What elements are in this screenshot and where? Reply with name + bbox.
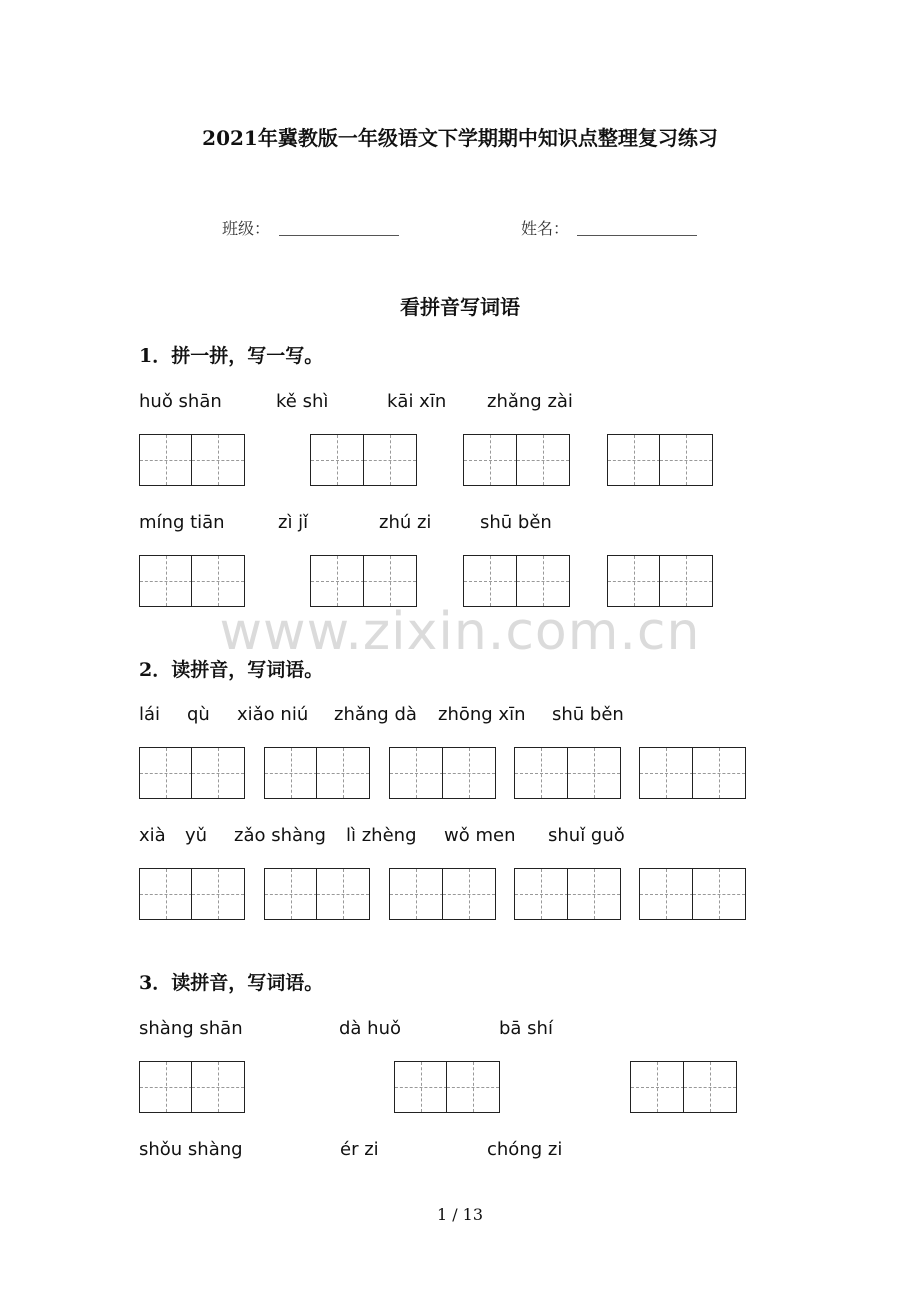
question-1-title: 1．拼一拼，写一写。: [139, 345, 324, 367]
pinyin-item: shū běn: [552, 704, 624, 725]
writing-grid[interactable]: [463, 555, 570, 607]
pinyin-item: xiǎo niú: [237, 704, 309, 725]
name-label: 姓名：: [521, 219, 570, 238]
page-number: 1 / 13: [436, 1205, 484, 1224]
pinyin-item: chóng zi: [487, 1139, 563, 1160]
writing-grid[interactable]: [463, 434, 570, 486]
pinyin-item: dà huǒ: [339, 1018, 402, 1039]
pinyin-item: kě shì: [276, 391, 329, 412]
pinyin-item: yǔ: [185, 825, 208, 846]
pinyin-item: zhú zi: [379, 512, 432, 533]
pinyin-item: kāi xīn: [387, 391, 447, 412]
pinyin-item: ér zi: [340, 1139, 379, 1160]
pinyin-item: míng tiān: [139, 512, 225, 533]
pinyin-item: xià: [139, 825, 166, 846]
class-label: 班级：: [222, 219, 271, 238]
writing-grid[interactable]: [630, 1061, 737, 1113]
pinyin-item: shū běn: [480, 512, 552, 533]
writing-grid[interactable]: [639, 747, 746, 799]
pinyin-item: lì zhèng: [346, 825, 417, 846]
writing-grid[interactable]: [139, 434, 245, 486]
pinyin-item: zǎo shàng: [234, 825, 326, 846]
writing-grid[interactable]: [264, 868, 370, 920]
pinyin-item: qù: [187, 704, 210, 725]
page-title: 2021年冀教版一年级语文下学期期中知识点整理复习练习: [202, 126, 718, 150]
section-title: 看拼音写词语: [400, 295, 520, 319]
writing-grid[interactable]: [514, 868, 621, 920]
pinyin-item: zhōng xīn: [438, 704, 526, 725]
pinyin-item: zhǎng zài: [487, 391, 573, 412]
pinyin-item: huǒ shān: [139, 391, 222, 412]
pinyin-item: zhǎng dà: [334, 704, 417, 725]
writing-grid[interactable]: [514, 747, 621, 799]
writing-grid[interactable]: [139, 868, 245, 920]
pinyin-item: bā shí: [499, 1018, 553, 1039]
writing-grid[interactable]: [264, 747, 370, 799]
writing-grid[interactable]: [310, 555, 417, 607]
writing-grid[interactable]: [607, 555, 713, 607]
pinyin-item: zì jǐ: [278, 512, 309, 533]
pinyin-item: shàng shān: [139, 1018, 243, 1039]
writing-grid[interactable]: [389, 868, 496, 920]
question-2-title: 2．读拼音，写词语。: [139, 659, 324, 681]
pinyin-item: shǒu shàng: [139, 1139, 243, 1160]
writing-grid[interactable]: [607, 434, 713, 486]
pinyin-item: shuǐ guǒ: [548, 825, 625, 846]
pinyin-item: wǒ men: [444, 825, 516, 846]
writing-grid[interactable]: [139, 1061, 245, 1113]
name-field[interactable]: [577, 215, 697, 236]
writing-grid[interactable]: [639, 868, 746, 920]
class-field[interactable]: [279, 215, 399, 236]
writing-grid[interactable]: [139, 555, 245, 607]
writing-grid[interactable]: [139, 747, 245, 799]
question-3-title: 3．读拼音，写词语。: [139, 972, 324, 994]
writing-grid[interactable]: [394, 1061, 500, 1113]
writing-grid[interactable]: [389, 747, 496, 799]
writing-grid[interactable]: [310, 434, 417, 486]
pinyin-item: lái: [139, 704, 161, 725]
watermark: www.zixin.com.cn: [219, 602, 701, 662]
